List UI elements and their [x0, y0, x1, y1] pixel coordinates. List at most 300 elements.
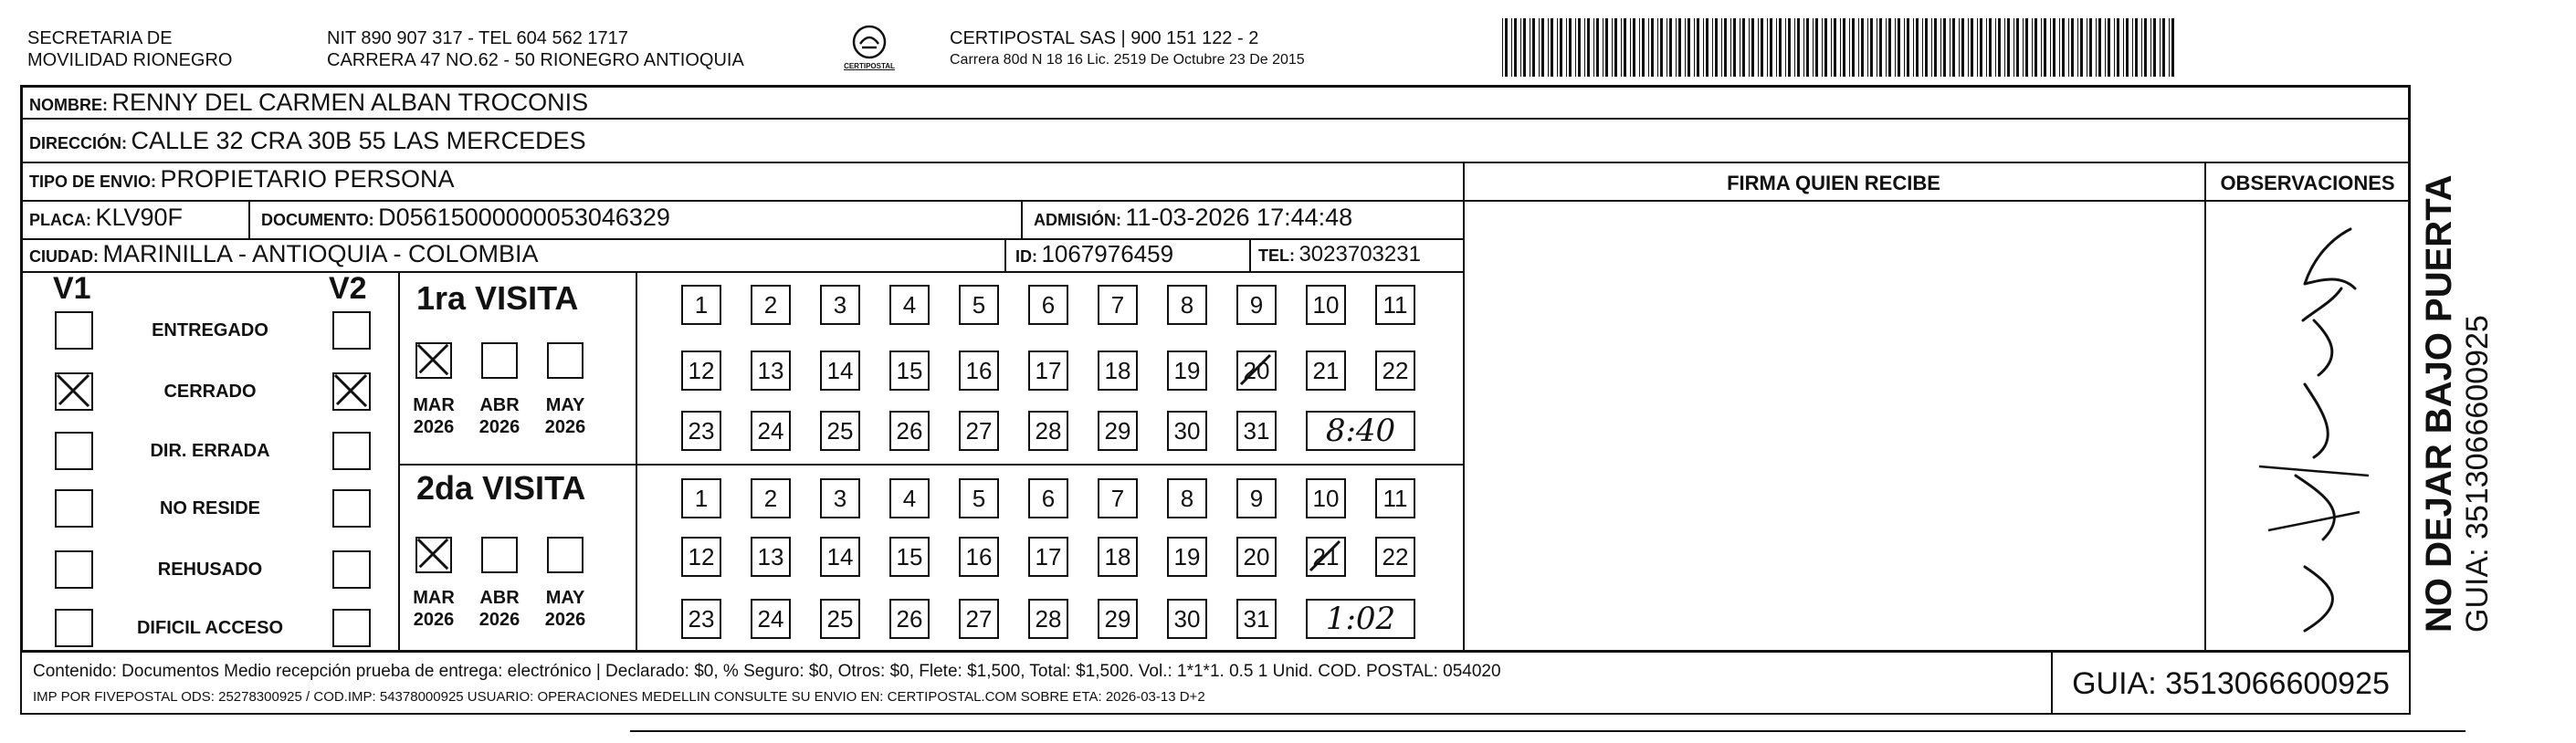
day-box[interactable] [1306, 351, 1346, 391]
day-number: 19 [1173, 356, 1201, 384]
barcode-bar [2035, 18, 2037, 77]
side-note [2418, 121, 2495, 633]
day-number: 2 [763, 290, 778, 319]
day-box[interactable] [889, 411, 930, 451]
barcode-bar [1934, 18, 1937, 77]
col-line [1249, 238, 1251, 271]
day-number: 3 [833, 290, 847, 319]
month-label: ABR 2026 [478, 395, 520, 437]
type-row [29, 165, 455, 194]
barcode-bar [1849, 18, 1850, 77]
barcode-bar [1852, 18, 1855, 77]
plate-label: PLACA: [29, 211, 91, 229]
status-label: DIFICIL ACCESO [136, 618, 283, 638]
day-number: 4 [902, 484, 917, 512]
day-box[interactable] [1375, 285, 1415, 325]
day-box[interactable] [751, 478, 791, 518]
barcode-bar [1703, 18, 1704, 77]
row-line [398, 464, 1463, 466]
v2-checkbox[interactable] [332, 609, 371, 647]
day-box[interactable] [1236, 411, 1277, 451]
barcode-bar [1767, 18, 1768, 77]
day-box[interactable] [820, 478, 860, 518]
company-info [950, 27, 1305, 69]
barcode-bar [1593, 18, 1594, 77]
day-number: 6 [1041, 484, 1056, 512]
barcode-bar [1551, 18, 1553, 77]
footer-guia: GUIA: 3513066600925 [2072, 666, 2390, 701]
day-number: 25 [826, 604, 854, 633]
address-row [29, 127, 586, 155]
barcode-bar [1888, 18, 1891, 77]
barcode-bar [2135, 18, 2138, 77]
v1-header: V1 [53, 271, 91, 306]
barcode-bar [1697, 18, 1699, 77]
day-number: 16 [965, 356, 993, 384]
day-number: 31 [1243, 416, 1270, 445]
day-box[interactable] [1236, 599, 1277, 639]
barcode-bar [1925, 18, 1928, 77]
plate-field [29, 204, 183, 232]
barcode-bar [2150, 18, 2151, 77]
status-label: REHUSADO [157, 560, 263, 580]
day-box[interactable] [820, 285, 860, 325]
barcode-bar [1898, 18, 1900, 77]
v2-checkbox[interactable] [332, 550, 371, 589]
id-value: 1067976459 [1041, 240, 1174, 267]
barcode-bar [1566, 18, 1567, 77]
day-number: 22 [1382, 542, 1409, 570]
signature-scribble [2204, 202, 2411, 649]
name-row [29, 89, 588, 117]
month-checkbox[interactable] [415, 537, 452, 573]
day-box[interactable] [681, 478, 721, 518]
day-box[interactable] [1028, 411, 1068, 451]
barcode-bar [1578, 18, 1581, 77]
barcode-bar [1761, 18, 1763, 77]
barcode-bar [2105, 18, 2106, 77]
barcode-bar [2169, 18, 2170, 77]
day-box[interactable] [1098, 537, 1138, 577]
day-number: 25 [826, 416, 854, 445]
barcode-bar [1758, 18, 1759, 77]
barcode-bar [1633, 18, 1635, 77]
barcode-bar [2141, 18, 2142, 77]
barcode [1502, 18, 2178, 77]
footer-content: Contenido: Documentos Medio recepción prueba de entrega: electrónico | Declarado: $0, % Seguro: $0, Otros: $0, Flete: $1,500, Total: $1,500. Vol.: 1*1*1. 0.5 1 Unid. COD. POSTAL: 054020 [33, 662, 1501, 681]
day-number: 24 [757, 604, 784, 633]
day-box[interactable] [1306, 537, 1346, 577]
org-line-1: SECRETARIA DE [27, 28, 173, 48]
barcode-bar [1904, 18, 1905, 77]
day-box[interactable] [751, 537, 791, 577]
day-box[interactable] [889, 478, 930, 518]
barcode-bar [1639, 18, 1640, 77]
barcode-bar [1511, 18, 1512, 77]
tel-field [1258, 242, 1421, 267]
barcode-bar [1986, 18, 1987, 77]
day-number: 27 [965, 604, 993, 633]
barcode-bar [1858, 18, 1859, 77]
handwritten-time-box[interactable] [1306, 599, 1415, 639]
barcode-bar [1575, 18, 1576, 77]
barcode-bar [1940, 18, 1941, 77]
day-box[interactable] [1098, 599, 1138, 639]
barcode-bar [1995, 18, 1996, 77]
day-number: 28 [1035, 416, 1062, 445]
barcode-bar [1861, 18, 1864, 77]
row-line [20, 118, 2411, 120]
barcode-bar [2089, 18, 2092, 77]
org-name [27, 27, 232, 71]
day-box[interactable] [1236, 285, 1277, 325]
day-number: 9 [1249, 484, 1264, 512]
plate-value: KLV90F [95, 204, 184, 231]
footer-imp: IMP POR FIVEPOSTAL ODS: 25278300925 / COD.IMP: 54378000925 USUARIO: OPERACIONES MEDELLIN CONSULTE SU ENVIO EN: CERTIPOSTAL.COM SOBRE ETA: 2026-03-13 D+2 [33, 689, 1205, 705]
org-line-2: MOVILIDAD RIONEGRO [27, 50, 233, 70]
city-label: CIUDAD: [29, 247, 99, 266]
barcode-bar [2004, 18, 2005, 77]
day-number: 20 [1243, 542, 1270, 570]
barcode-bar [2068, 18, 2069, 77]
day-number: 5 [972, 484, 986, 512]
barcode-bar [1694, 18, 1695, 77]
day-box[interactable] [889, 351, 930, 391]
barcode-bar [1630, 18, 1631, 77]
bottom-rule [630, 730, 2466, 732]
day-number: 26 [896, 416, 923, 445]
barcode-bar [1840, 18, 1841, 77]
org-contact [327, 27, 744, 71]
day-box[interactable] [1098, 411, 1138, 451]
barcode-bar [2041, 18, 2042, 77]
col-line [1463, 162, 1465, 652]
barcode-bar [2013, 18, 2014, 77]
day-box[interactable] [1167, 285, 1207, 325]
barcode-bar [1621, 18, 1622, 77]
month-checkbox[interactable] [481, 537, 518, 573]
col-line [248, 200, 250, 238]
barcode-bar [1779, 18, 1782, 77]
barcode-bar [2077, 18, 2078, 77]
day-box[interactable] [751, 411, 791, 451]
day-box[interactable] [1167, 351, 1207, 391]
day-number: 30 [1173, 604, 1201, 633]
observations-header: OBSERVACIONES [2220, 172, 2395, 194]
day-box[interactable] [820, 537, 860, 577]
barcode-bar [1614, 18, 1617, 77]
admission-label: ADMISIÓN: [1034, 211, 1121, 229]
day-number: 29 [1104, 604, 1131, 633]
day-number: 31 [1243, 604, 1270, 633]
barcode-bar [1669, 18, 1672, 77]
barcode-bar [1824, 18, 1827, 77]
barcode-bar [1712, 18, 1713, 77]
barcode-bar [1706, 18, 1709, 77]
day-box[interactable] [751, 351, 791, 391]
v1-checkbox[interactable] [55, 432, 93, 470]
month-checkbox[interactable] [481, 342, 518, 379]
day-box[interactable] [1028, 285, 1068, 325]
barcode-bar [2071, 18, 2074, 77]
admission-field [1034, 204, 1352, 232]
handwritten-time-box[interactable] [1306, 411, 1415, 451]
day-box[interactable] [681, 411, 721, 451]
day-box[interactable] [1375, 351, 1415, 391]
day-number: 24 [757, 416, 784, 445]
day-box[interactable] [959, 285, 999, 325]
day-box[interactable] [1306, 285, 1346, 325]
v1-checkbox[interactable] [55, 550, 93, 589]
day-box[interactable] [820, 411, 860, 451]
barcode-bar [2123, 18, 2124, 77]
day-box[interactable] [889, 285, 930, 325]
visit1-title: 1ra VISITA [416, 279, 579, 317]
day-box[interactable] [1098, 285, 1138, 325]
col-line [636, 271, 637, 650]
day-box[interactable] [1167, 537, 1207, 577]
barcode-bar [1532, 18, 1535, 77]
day-box[interactable] [959, 537, 999, 577]
day-number: 26 [896, 604, 923, 633]
day-box[interactable] [820, 351, 860, 391]
id-label: ID: [1015, 247, 1037, 266]
barcode-bar [1751, 18, 1754, 77]
barcode-bar [2162, 18, 2165, 77]
day-number: 10 [1312, 290, 1340, 319]
day-box[interactable] [1028, 599, 1068, 639]
barcode-bar [1749, 18, 1750, 77]
barcode-bar [1548, 18, 1549, 77]
v1-checkbox[interactable] [55, 609, 93, 647]
side-line-2: GUIA: 3513066600925 [2460, 315, 2495, 633]
barcode-bar [1815, 18, 1818, 77]
day-number: 1 [694, 290, 709, 319]
barcode-bar [1989, 18, 1992, 77]
logo-text: CERTIPOSTAL [844, 62, 895, 70]
day-number: 21 [1312, 356, 1340, 384]
barcode-bar [1505, 18, 1508, 77]
barcode-bar [1502, 18, 1503, 77]
day-box[interactable] [959, 411, 999, 451]
barcode-bar [1785, 18, 1786, 77]
day-number: 23 [688, 416, 715, 445]
barcode-bar [1797, 18, 1800, 77]
day-box[interactable] [751, 599, 791, 639]
barcode-bar [1931, 18, 1932, 77]
row-line [20, 713, 2411, 715]
day-number: 6 [1041, 290, 1056, 319]
day-number: 2 [763, 484, 778, 512]
barcode-bar [2160, 18, 2161, 77]
day-number: 4 [902, 290, 917, 319]
type-label: TIPO DE ENVIO: [29, 173, 157, 191]
col-line [398, 271, 400, 650]
day-number: 9 [1249, 290, 1264, 319]
barcode-bar [2050, 18, 2051, 77]
day-box[interactable] [1375, 478, 1415, 518]
day-number: 23 [688, 604, 715, 633]
barcode-bar [2025, 18, 2028, 77]
barcode-bar [1605, 18, 1608, 77]
barcode-bar [2132, 18, 2133, 77]
city-value: MARINILLA - ANTIOQUIA - COLOMBIA [102, 240, 539, 267]
barcode-bar [2098, 18, 2101, 77]
admission-value: 11-03-2026 17:44:48 [1125, 204, 1353, 231]
barcode-bar [1895, 18, 1896, 77]
v1-checkbox[interactable] [55, 489, 93, 528]
day-box[interactable] [1028, 478, 1068, 518]
v2-checkbox[interactable] [332, 432, 371, 470]
barcode-bar [1822, 18, 1823, 77]
barcode-bar [2153, 18, 2156, 77]
day-box[interactable] [1167, 599, 1207, 639]
day-box[interactable] [681, 537, 721, 577]
month-checkbox[interactable] [547, 537, 584, 573]
barcode-bar [1968, 18, 1969, 77]
day-number: 3 [833, 484, 847, 512]
row-line [20, 162, 2411, 163]
barcode-bar [2080, 18, 2083, 77]
barcode-bar [1831, 18, 1832, 77]
barcode-bar [2007, 18, 2010, 77]
day-number: 1 [694, 484, 709, 512]
v2-checkbox[interactable] [332, 489, 371, 528]
day-box[interactable] [959, 478, 999, 518]
day-number: 15 [896, 356, 923, 384]
status-label: ENTREGADO [152, 320, 268, 340]
day-number: 10 [1312, 484, 1340, 512]
month-checkbox[interactable] [415, 342, 452, 379]
barcode-bar [1539, 18, 1540, 77]
day-box[interactable] [1028, 537, 1068, 577]
tel-label: TEL: [1258, 246, 1295, 265]
id-field [1015, 240, 1173, 268]
day-number: 12 [688, 542, 715, 570]
day-box[interactable] [1306, 478, 1346, 518]
barcode-bar [1557, 18, 1558, 77]
day-box[interactable] [1167, 478, 1207, 518]
day-number: 8 [1180, 484, 1194, 512]
v2-checkbox[interactable] [332, 311, 371, 350]
barcode-bar [1806, 18, 1809, 77]
barcode-bar [1788, 18, 1791, 77]
day-box[interactable] [681, 285, 721, 325]
barcode-bar [1676, 18, 1677, 77]
barcode-bar [1998, 18, 2001, 77]
day-number: 20 [1243, 356, 1270, 384]
barcode-bar [1523, 18, 1526, 77]
day-box[interactable] [959, 599, 999, 639]
day-box[interactable] [1098, 478, 1138, 518]
barcode-bar [2023, 18, 2024, 77]
barcode-bar [2108, 18, 2110, 77]
day-number: 14 [826, 542, 854, 570]
day-box[interactable] [681, 351, 721, 391]
month-label: MAY 2026 [544, 588, 586, 630]
barcode-bar [1685, 18, 1686, 77]
barcode-bar [1560, 18, 1562, 77]
barcode-bar [1843, 18, 1845, 77]
type-value: PROPIETARIO PERSONA [160, 165, 455, 193]
day-box[interactable] [751, 285, 791, 325]
barcode-bar [1813, 18, 1814, 77]
col-line [1004, 238, 1006, 271]
day-box[interactable] [820, 599, 860, 639]
barcode-bar [2053, 18, 2056, 77]
day-number: 18 [1104, 542, 1131, 570]
barcode-bar [1569, 18, 1572, 77]
day-box[interactable] [681, 599, 721, 639]
day-box[interactable] [889, 537, 930, 577]
handwritten-time: 8:40 [1325, 413, 1396, 449]
month-label: ABR 2026 [478, 588, 520, 630]
day-number: 13 [757, 356, 784, 384]
day-number: 11 [1383, 290, 1408, 319]
address-value: CALLE 32 CRA 30B 55 LAS MERCEDES [131, 127, 586, 154]
status-label: DIR. ERRADA [150, 441, 270, 461]
day-box[interactable] [1236, 351, 1277, 391]
day-box[interactable] [959, 351, 999, 391]
barcode-bar [1657, 18, 1658, 77]
company-line: CERTIPOSTAL SAS | 900 151 122 - 2 [950, 28, 1259, 48]
v1-checkbox[interactable] [55, 311, 93, 350]
day-box[interactable] [1167, 411, 1207, 451]
day-box[interactable] [889, 599, 930, 639]
barcode-bar [1977, 18, 1978, 77]
barcode-bar [1770, 18, 1772, 77]
day-box[interactable] [1098, 351, 1138, 391]
address-line: CARRERA 47 NO.62 - 50 RIONEGRO ANTIOQUIA [327, 50, 744, 70]
barcode-bar [2059, 18, 2060, 77]
barcode-bar [2032, 18, 2033, 77]
month-checkbox[interactable] [547, 342, 584, 379]
barcode-bar [1724, 18, 1727, 77]
day-number: 17 [1035, 356, 1062, 384]
barcode-bar [1678, 18, 1681, 77]
day-box[interactable] [1375, 537, 1415, 577]
day-number: 8 [1180, 290, 1194, 319]
day-number: 5 [972, 290, 986, 319]
day-number: 12 [688, 356, 715, 384]
day-box[interactable] [1028, 351, 1068, 391]
v1-checkbox[interactable] [55, 372, 93, 411]
barcode-bar [1584, 18, 1585, 77]
day-box[interactable] [1236, 478, 1277, 518]
visit2-title: 2da VISITA [416, 469, 586, 507]
day-number: 7 [1110, 290, 1125, 319]
day-box[interactable] [1236, 537, 1277, 577]
barcode-bar [1587, 18, 1590, 77]
day-number: 11 [1383, 484, 1408, 512]
v2-header: V2 [329, 271, 367, 306]
barcode-bar [1721, 18, 1722, 77]
barcode-bar [2171, 18, 2174, 77]
barcode-bar [1733, 18, 1736, 77]
license-line: Carrera 80d N 18 16 Lic. 2519 De Octubre 23 De 2015 [950, 52, 1305, 68]
day-number: 30 [1173, 416, 1201, 445]
barcode-bar [1514, 18, 1517, 77]
day-number: 29 [1104, 416, 1131, 445]
barcode-bar [1971, 18, 1973, 77]
name-label: NOMBRE: [29, 96, 108, 114]
v2-checkbox[interactable] [332, 372, 371, 411]
day-number: 14 [826, 356, 854, 384]
barcode-bar [1624, 18, 1626, 77]
day-number: 13 [757, 542, 784, 570]
barcode-bar [2144, 18, 2147, 77]
day-number: 15 [896, 542, 923, 570]
